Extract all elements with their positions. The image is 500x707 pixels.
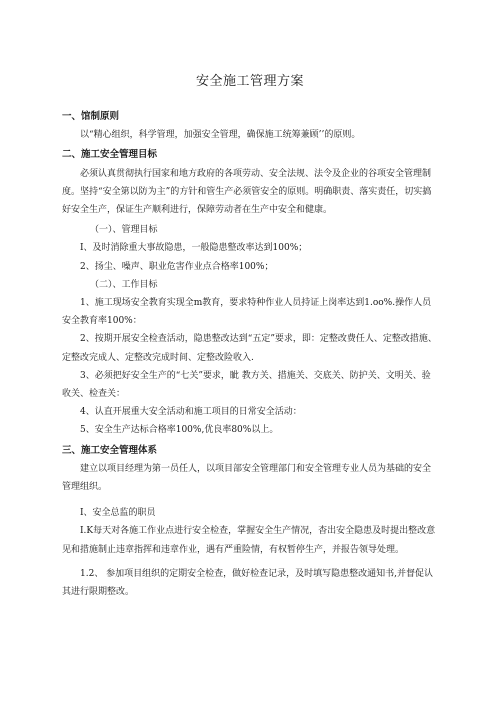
list-item: I、及时消除重大事故隐患，一般隐患整改率达到100%； bbox=[80, 243, 308, 254]
section-heading-2: 二、施工安全管理目标 bbox=[62, 149, 158, 161]
section-3-paragraph: 建立以项目经理为第一员任人，以项目部安全管理部门和安全管理专业人员为基础的安全管理组织。 bbox=[62, 463, 432, 493]
list-item: 2、按期开展安全检查活动，隐患整改达到“五定”要求，即：定整改费任人、定整改措施、定整改完成人、定整改完成时间、定整改险收入. bbox=[62, 334, 437, 363]
list-item: 4、认直开展重大安全活动和施工项目的日常安全活动： bbox=[80, 407, 302, 418]
document-title: 安全施工管理方案 bbox=[195, 74, 304, 89]
subsection-safety-director: I、安全总监的职员 bbox=[80, 508, 156, 519]
list-item: 1、施工现场安全教育实现全m教育，要求特种作业人员持证上岗率达到1.oo%.操作人员安全教育率100%： bbox=[62, 298, 432, 327]
section-2-paragraph: 必须认真贯彻执行国家和地方政府的各项劳动、安全法规、法令及企业的谷项安全管理制度。坚持“安全第以防为主”的方针和管生产必须管安全的原则。明确职责、落实责任，切实搞好安全生产，保证生产顺利进行，保障劳动者在生产中安全和健康。 bbox=[62, 168, 432, 216]
section-3-paragraph-3: 1.2、 参加项目组织的定期安全检查，做好检查记录，及时填写隐患整改通知书,并督促认其进行限期整改。 bbox=[62, 568, 434, 598]
list-item: 5、安全生产达标合格率100%,优良率80%以上。 bbox=[80, 425, 279, 436]
subsection-work-goals: （二）、工作目标 bbox=[90, 279, 158, 290]
section-3-paragraph-2: I.K每天对各施工作业点进行安全检查，掌握安全生产情况，杳出安全隐患及时提出整改意见和措施制止违章指挥和违章作业，遇有严重险情，有权暂停生产，并报告领导处理。 bbox=[62, 526, 436, 555]
document-body bbox=[62, 108, 438, 601]
list-item: 3、必须把好安全生产的“七关”要求，眦 教方关、措施关、交底关、防护关、文明关、验收关、检查关： bbox=[62, 370, 431, 400]
section-heading-3: 三、施工安全管理体系 bbox=[62, 444, 158, 456]
subsection-management-goals: （一）、管理目标 bbox=[90, 225, 158, 236]
section-1-paragraph: 以“精心组织，科学管理，加强安全管理，确保施工统筹兼顾’’的原则。 bbox=[80, 130, 361, 141]
list-item: 2、扬尘、噪声、职业危害作业点合格率100%； bbox=[80, 261, 274, 272]
section-heading-1: 一、馆制原则 bbox=[62, 111, 120, 122]
